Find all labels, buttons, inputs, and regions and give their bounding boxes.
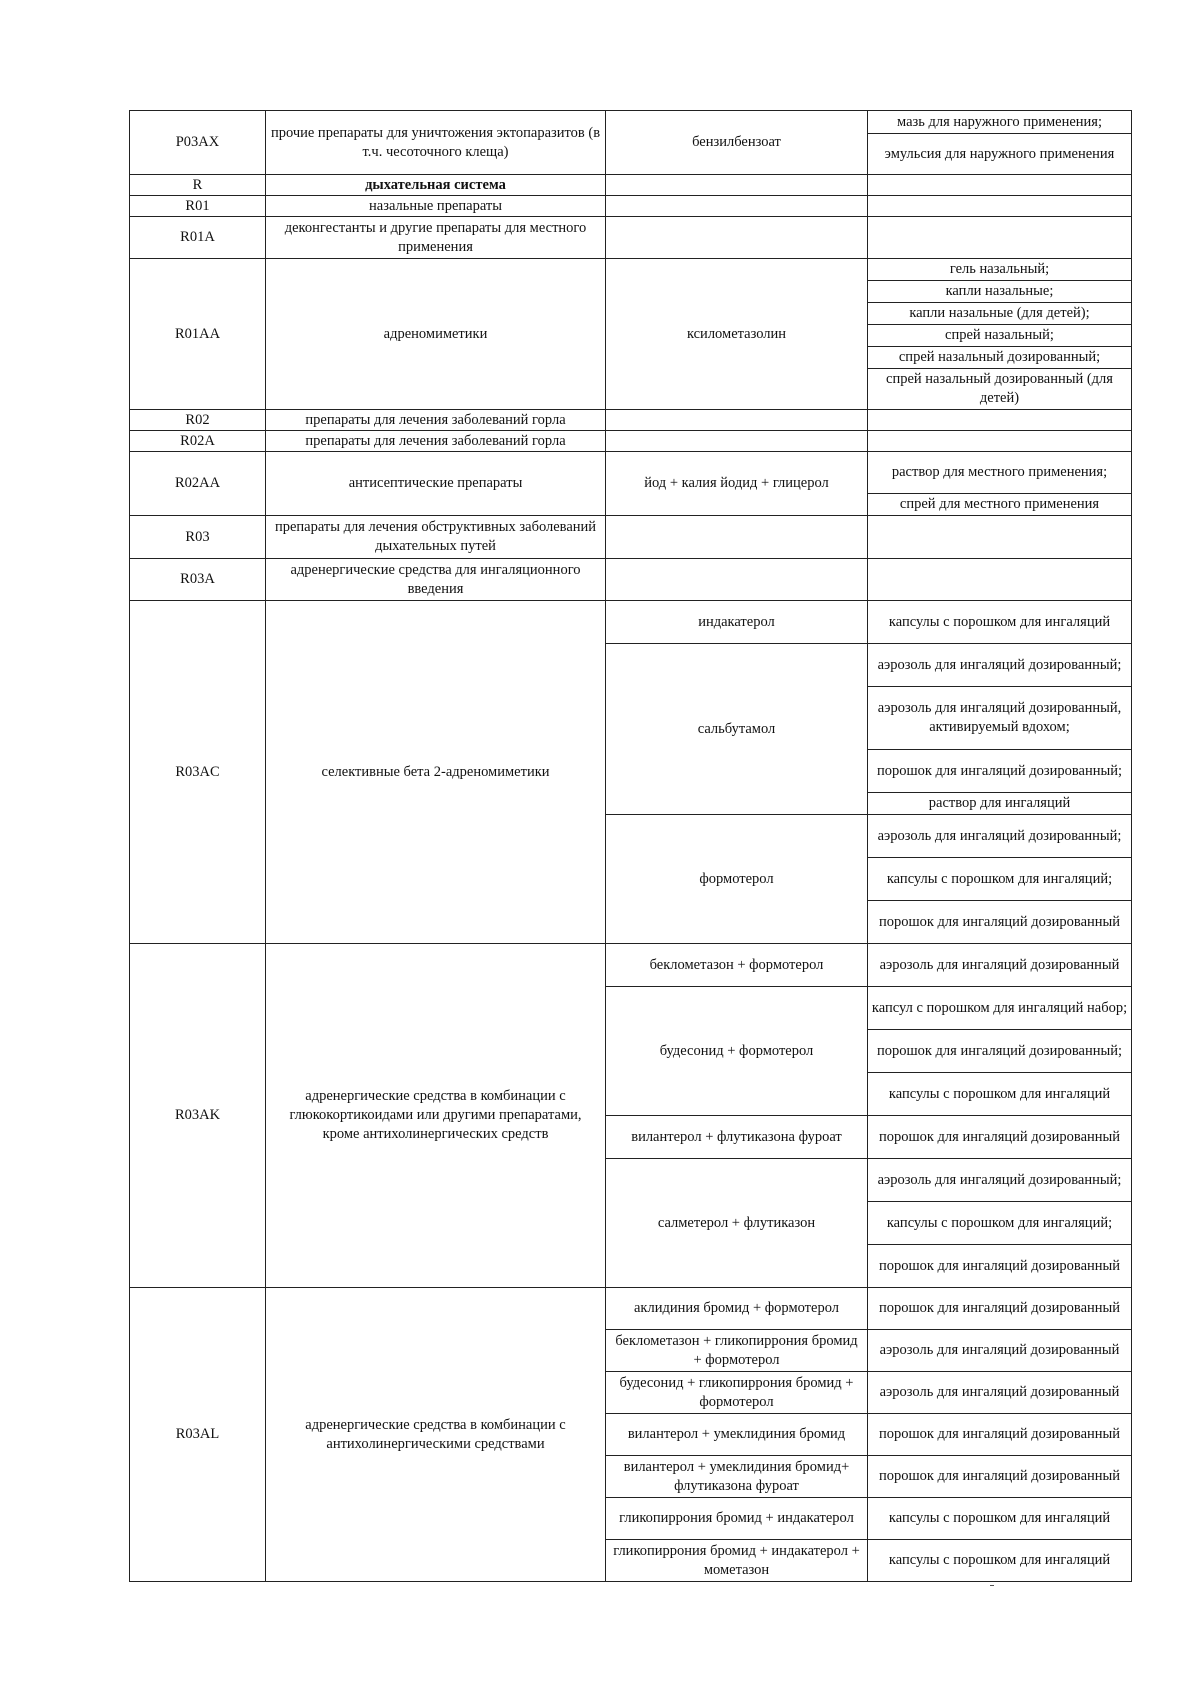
atc-code: R01AA [130,259,266,410]
dosage-form: аэрозоль для ингаляций дозированный [868,944,1132,987]
drug-name: салметерол + флутиказон [606,1159,868,1288]
scan-mark [990,1585,994,1586]
dosage-forms [868,111,1132,175]
atc-code: R03 [130,516,266,559]
drug-name [606,559,868,601]
drug-name [606,217,868,259]
dosage-form: капсул с порошком для ингаляций набор; [871,999,1128,1016]
table-row [130,431,1132,452]
dosage-form: раствор для ингаляций [868,792,1131,814]
atc-code: R02 [130,410,266,431]
medicines-table [129,110,1132,1582]
drug-name [606,516,868,559]
dosage-forms [868,559,1132,601]
group-name: препараты для лечения заболеваний горла [266,431,606,452]
dosage-form: аэрозоль для ингаляций дозированный [868,1372,1132,1414]
group-name: прочие препараты для уничтожения эктопаразитов (в т.ч. чесоточного клеща) [266,111,606,175]
drug-name: гликопиррония бромид + индакатерол [606,1498,868,1540]
atc-code: R02A [130,431,266,452]
dosage-forms [868,410,1132,431]
group-name: дыхательная система [266,175,606,196]
dosage-forms [868,644,1132,815]
dosage-form: аэрозоль для ингаляций дозированный, активируемый вдохом; [868,686,1131,749]
table-row [130,1288,1132,1330]
drug-name: сальбутамол [606,644,868,815]
dosage-form: порошок для ингаляций дозированный [868,900,1131,943]
dosage-forms [868,431,1132,452]
group-name: антисептические препараты [266,452,606,516]
group-name: адренергические средства в комбинации с антихолинергическими средствами [266,1288,606,1582]
dosage-form: капли назальные; [868,280,1131,302]
drug-name: формотерол [606,815,868,944]
group-name: назальные препараты [266,196,606,217]
drug-name: будесонид + гликопиррония бромид + формотерол [606,1372,868,1414]
dosage-form: аэрозоль для ингаляций дозированный; [877,1171,1122,1188]
dosage-form: аэрозоль для ингаляций дозированный; [877,827,1122,844]
dosage-forms [868,815,1132,944]
dosage-form: спрей для местного применения [868,493,1131,515]
dosage-form: спрей назальный дозированный (для детей) [868,368,1131,409]
table-row [130,196,1132,217]
dosage-form: капсулы с порошком для ингаляций [868,1540,1132,1582]
drug-name [606,431,868,452]
drug-name: беклометазон + формотерол [606,944,868,987]
atc-code: R01A [130,217,266,259]
dosage-form: порошок для ингаляций дозированный [868,1116,1132,1159]
dosage-forms [868,175,1132,196]
group-name: селективные бета 2-адреномиметики [266,601,606,944]
drug-name: ксилометазолин [606,259,868,410]
dosage-form: капсулы с порошком для ингаляций [868,1498,1132,1540]
dosage-forms [868,217,1132,259]
dosage-form: капсулы с порошком для ингаляций [868,1072,1131,1115]
group-name: адренергические средства для ингаляционного введения [266,559,606,601]
atc-code: R02AA [130,452,266,516]
dosage-forms [868,987,1132,1116]
drug-name: аклидиния бромид + формотерол [606,1288,868,1330]
dosage-form: аэрозоль для ингаляций дозированный; [877,656,1122,673]
dosage-forms [868,1159,1132,1288]
table-row [130,944,1132,987]
table-row [130,516,1132,559]
table-row [130,111,1132,175]
drug-name: йод + калия йодид + глицерол [606,452,868,516]
dosage-form: капсулы с порошком для ингаляций; [868,1201,1131,1244]
document-page [129,110,1131,1582]
drug-name: вилантерол + флутиказона фуроат [606,1116,868,1159]
dosage-form: порошок для ингаляций дозированный; [868,1029,1131,1072]
dosage-form: аэрозоль для ингаляций дозированный [868,1330,1132,1372]
dosage-form: порошок для ингаляций дозированный [868,1244,1131,1287]
dosage-form: раствор для местного применения; [891,464,1108,480]
dosage-form: эмульсия для наружного применения [868,133,1131,174]
table-row [130,601,1132,644]
dosage-forms [868,259,1132,410]
drug-name [606,410,868,431]
drug-name [606,196,868,217]
atc-code: R03A [130,559,266,601]
table-row [130,175,1132,196]
dosage-form: порошок для ингаляций дозированный; [868,749,1131,792]
group-name: деконгестанты и другие препараты для местного применения [266,217,606,259]
atc-code: R03AC [130,601,266,944]
drug-name: индакатерол [606,601,868,644]
dosage-forms [868,452,1132,516]
group-name: препараты для лечения заболеваний горла [266,410,606,431]
group-name: адренергические средства в комбинации с глюкокортикоидами или другими препаратами, кроме антихолинергических средств [266,944,606,1288]
dosage-form: капли назальные (для детей); [868,302,1131,324]
dosage-form: порошок для ингаляций дозированный [868,1414,1132,1456]
table-row [130,259,1132,410]
drug-name: вилантерол + умеклидиния бромид [606,1414,868,1456]
drug-name: будесонид + формотерол [606,987,868,1116]
dosage-form: спрей назальный дозированный; [868,346,1131,368]
dosage-forms [868,516,1132,559]
atc-code: R [130,175,266,196]
drug-name: бензилбензоат [606,111,868,175]
group-name: препараты для лечения обструктивных заболеваний дыхательных путей [266,516,606,559]
dosage-forms [868,196,1132,217]
atc-code: R01 [130,196,266,217]
group-name: адреномиметики [266,259,606,410]
table-row [130,410,1132,431]
table-row [130,452,1132,516]
dosage-form: мазь для наружного применения; [897,113,1102,130]
drug-name: беклометазон + гликопиррония бромид + формотерол [606,1330,868,1372]
dosage-form: капсулы с порошком для ингаляций [868,601,1132,644]
dosage-form: капсулы с порошком для ингаляций; [868,857,1131,900]
atc-code: P03AX [130,111,266,175]
table-row [130,559,1132,601]
drug-name [606,175,868,196]
drug-name: гликопиррония бромид + индакатерол + мометазон [606,1540,868,1582]
dosage-form: порошок для ингаляций дозированный [868,1288,1132,1330]
table-row [130,217,1132,259]
atc-code: R03AL [130,1288,266,1582]
dosage-form: гель назальный; [949,261,1050,277]
atc-code: R03AK [130,944,266,1288]
dosage-form: спрей назальный; [868,324,1131,346]
dosage-form: порошок для ингаляций дозированный [868,1456,1132,1498]
drug-name: вилантерол + умеклидиния бромид+ флутиказона фуроат [606,1456,868,1498]
